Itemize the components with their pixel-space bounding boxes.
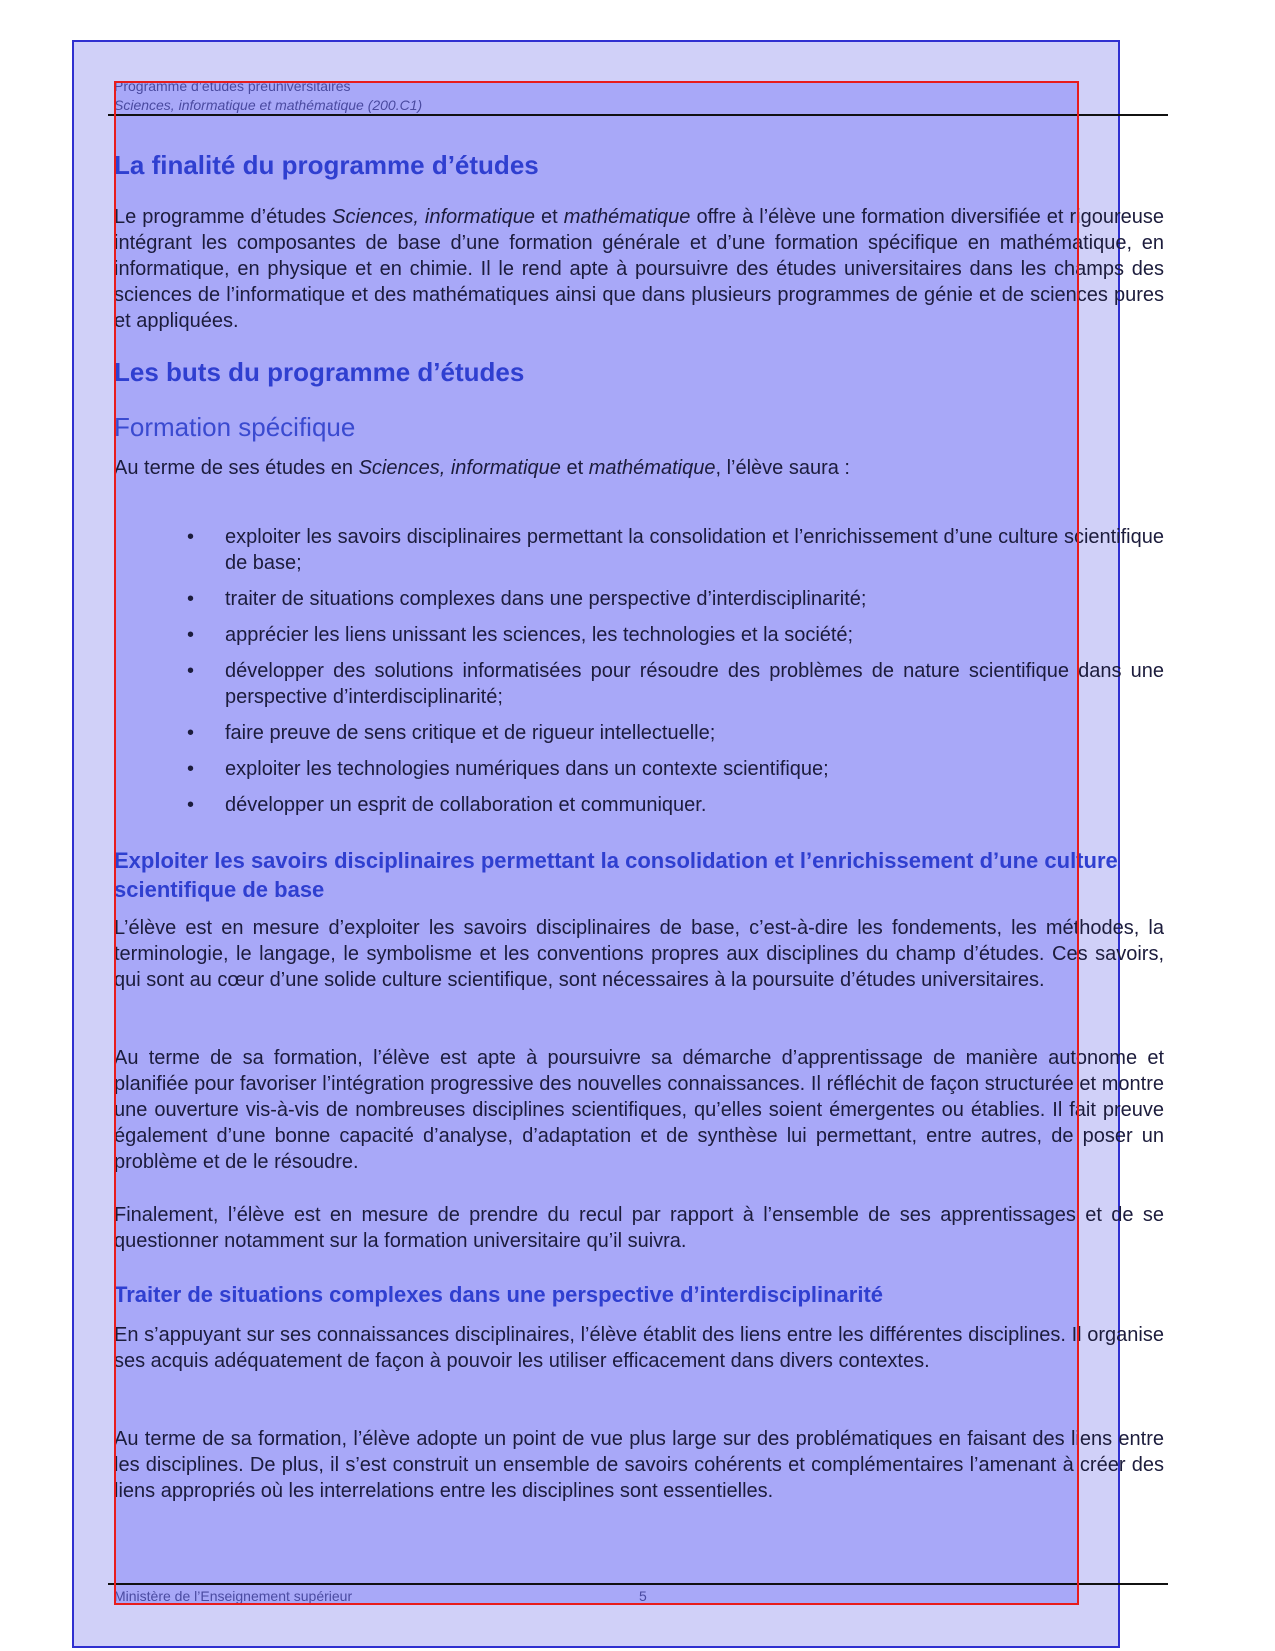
paragraph-interdisciplinarite-1: En s’appuyant sur ses connaissances disciplinaires, l’élève établit des liens entre les différentes disciplines. Il organise ses acquis adéquatement de façon à pouvoir les utiliser efficacement dans divers contextes.	[114, 1324, 1164, 1372]
goals-list	[114, 524, 1164, 828]
bullet: •	[187, 758, 195, 780]
list-item: • exploiter les technologies numériques dans un contexte scientifique;	[187, 758, 829, 780]
page-number: 5	[639, 1588, 647, 1604]
heading-section-interdisciplinarite: Traiter de situations complexes dans une perspective d’interdisciplinarité	[114, 1282, 884, 1307]
list-item: • faire preuve de sens critique et de rigueur intellectuelle;	[187, 722, 716, 744]
header-rule	[108, 114, 1168, 116]
bullet: •	[187, 624, 195, 646]
paragraph-interdisciplinarite-2: Au terme de sa formation, l’élève adopte un point de vue plus large sur des problématiques en faisant des liens entre les disciplines. De plus, il s’est construit un ensemble de savoirs cohérents et complémentaires l’amenant à créer des liens appropriés où les interrelations entre les disciplines sont essentielles.	[114, 1428, 1164, 1502]
bullet: •	[187, 660, 195, 682]
paragraph-finalite: Le programme d’études Sciences, informatique et mathématique offre à l’élève une formation diversifiée et rigoureuse intégrant les composantes de base d’une formation générale et d’une formation spécifique en mathématique, en informatique, en physique et en chimie. Il le rend apte à poursuivre des études universitaires dans les champs des sciences de l’informatique et des mathématiques ainsi que dans plusieurs programmes de génie et de sciences pures et appliquées.	[114, 206, 1164, 332]
list-item: • apprécier les liens unissant les sciences, les technologies et la société;	[187, 624, 854, 646]
heading-section-savoirs: Exploiter les savoirs disciplinaires permettant la consolidation et l’enrichissement d’une culture scientifique de base	[114, 848, 1118, 902]
bullet: •	[187, 794, 195, 816]
paragraph-savoirs-1: L’élève est en mesure d’exploiter les savoirs disciplinaires de base, c’est-à-dire les fondements, les méthodes, la terminologie, le langage, le symbolisme et les conventions propres aux disciplines du champ d’études. Ces savoirs, qui sont au cœur d’une solide culture scientifique, sont nécessaires à la poursuite d’études universitaires.	[114, 917, 1164, 991]
paragraph-savoirs-2: Au terme de sa formation, l’élève est apte à poursuivre sa démarche d’apprentissage de manière autonome et planifiée pour favoriser l’intégration progressive des nouvelles connaissances. Il réfléchit de façon structurée et montre une ouverture vis-à-vis de nombreuses disciplines scientifiques, qu’elles soient émergentes ou établies. Il fait preuve également d’une bonne capacité d’analyse, d’adaptation et de synthèse lui permettant, entre autres, de poser un problème et de le résoudre.	[114, 1047, 1164, 1173]
list-item: • exploiter les savoirs disciplinaires permettant la consolidation et l’enrichissement d’une culture scientifique de base;	[187, 526, 1164, 574]
bullet: •	[187, 526, 195, 548]
list-item: • développer des solutions informatisées pour résoudre des problèmes de nature scientifique dans une perspective d’interdisciplinarité;	[187, 660, 1164, 708]
paragraph-savoirs-3: Finalement, l’élève est en mesure de prendre du recul par rapport à l’ensemble de ses apprentissages et de se questionner notamment sur la formation universitaire qu’il suivra.	[114, 1204, 1164, 1252]
footer-rule	[108, 1583, 1168, 1585]
heading-buts: Les buts du programme d’études	[114, 357, 525, 387]
list-item: • développer un esprit de collaboration et communiquer.	[187, 794, 707, 816]
footer	[114, 1588, 647, 1604]
running-header-program: Programme d’études préuniversitaires	[114, 78, 351, 94]
footer-ministry: Ministère de l’Enseignement supérieur	[114, 1588, 353, 1604]
running-header-title: Sciences, informatique et mathématique (200.C1)	[114, 97, 423, 113]
goals-lead-sentence: Au terme de ses études en Sciences, informatique et mathématique, l’élève saura :	[114, 457, 850, 479]
bullet: •	[187, 588, 195, 610]
subheading-formation-specifique: Formation spécifique	[114, 412, 356, 442]
heading-finalite: La finalité du programme d’études	[114, 150, 539, 180]
list-item: • traiter de situations complexes dans une perspective d’interdisciplinarité;	[187, 588, 867, 610]
bullet: •	[187, 722, 195, 744]
